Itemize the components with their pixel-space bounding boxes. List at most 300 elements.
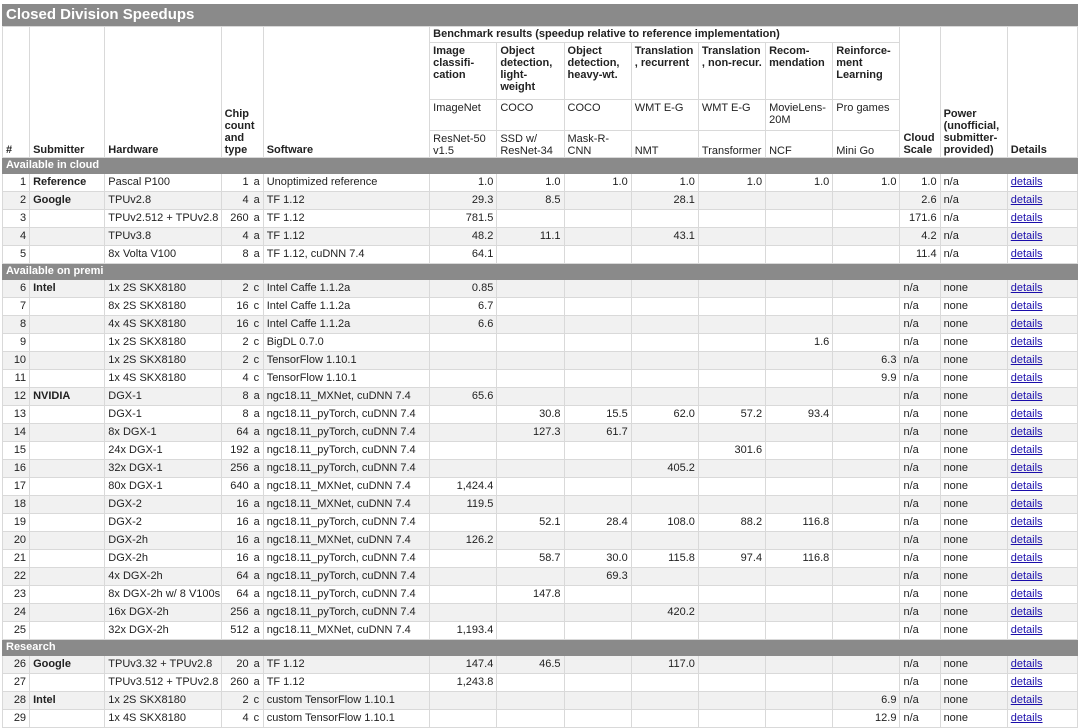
- chip-count-type: [221, 442, 263, 460]
- chip-count: 512: [230, 624, 249, 636]
- speedup-value: [564, 656, 631, 674]
- speedup-value: [430, 586, 497, 604]
- speedup-value: [631, 424, 698, 442]
- speedup-value: [497, 622, 564, 640]
- speedup-value: [497, 246, 564, 264]
- section-filler: [1007, 640, 1077, 656]
- power: none: [940, 674, 1007, 692]
- speedup-value: [631, 622, 698, 640]
- chip-type: a: [253, 534, 260, 546]
- hardware: Pascal P100: [105, 174, 221, 192]
- details-link[interactable]: details: [1010, 176, 1043, 188]
- speedup-value: [766, 442, 833, 460]
- hardware: TPUv2.8: [105, 192, 221, 210]
- section-filler: [631, 640, 698, 656]
- hardware: DGX-2: [105, 514, 221, 532]
- details-cell: [1007, 424, 1077, 442]
- row-number: 28: [3, 692, 30, 710]
- speedup-value: [430, 550, 497, 568]
- speedup-value: [833, 228, 900, 246]
- chip-type: a: [253, 176, 260, 188]
- section-filler: [497, 640, 564, 656]
- hdr-chip-count: Chip count and type: [221, 27, 263, 158]
- speedup-value: [698, 298, 765, 316]
- chip-count: 256: [230, 606, 249, 618]
- chip-type: c: [253, 712, 260, 724]
- submitter: [30, 514, 105, 532]
- chip-type: c: [253, 354, 260, 366]
- cloud-scale: 11.4: [900, 246, 940, 264]
- details-link[interactable]: details: [1010, 712, 1043, 724]
- hdr-dataset: Pro games: [833, 100, 900, 131]
- speedup-value: [430, 424, 497, 442]
- speedup-value: 64.1: [430, 246, 497, 264]
- row-number: 21: [3, 550, 30, 568]
- chip-count-type: [221, 370, 263, 388]
- details-cell: [1007, 192, 1077, 210]
- speedup-value: [564, 532, 631, 550]
- speedup-value: 12.9: [833, 710, 900, 728]
- speedup-value: 6.9: [833, 692, 900, 710]
- row-number: 11: [3, 370, 30, 388]
- software: ngc18.11_pyTorch, cuDNN 7.4: [263, 424, 429, 442]
- speedup-value: [833, 550, 900, 568]
- speedup-value: [564, 478, 631, 496]
- chip-count: 16: [236, 300, 249, 312]
- speedup-value: [564, 228, 631, 246]
- speedup-value: 1,193.4: [430, 622, 497, 640]
- submitter: Google: [30, 192, 105, 210]
- speedup-value: [564, 210, 631, 228]
- hdr-hardware: Hardware: [105, 27, 221, 158]
- submitter: [30, 622, 105, 640]
- details-cell: [1007, 210, 1077, 228]
- details-link[interactable]: details: [1010, 194, 1043, 206]
- speedup-value: [833, 442, 900, 460]
- speedup-value: 15.5: [564, 406, 631, 424]
- details-cell: [1007, 496, 1077, 514]
- cloud-scale: n/a: [900, 442, 940, 460]
- speedup-value: [631, 478, 698, 496]
- hdr-cloud-scale: Cloud Scale: [900, 27, 940, 158]
- chip-count-type: [221, 496, 263, 514]
- speedup-value: 58.7: [497, 550, 564, 568]
- chip-count-type: [221, 586, 263, 604]
- software: TF 1.12, cuDNN 7.4: [263, 246, 429, 264]
- details-link[interactable]: details: [1010, 354, 1043, 366]
- speedup-value: 126.2: [430, 532, 497, 550]
- row-number: 5: [3, 246, 30, 264]
- speedup-value: 420.2: [631, 604, 698, 622]
- details-link[interactable]: details: [1010, 444, 1043, 456]
- cloud-scale: n/a: [900, 674, 940, 692]
- speedup-value: 48.2: [430, 228, 497, 246]
- power: n/a: [940, 174, 1007, 192]
- chip-count: 4: [242, 712, 249, 724]
- speedup-value: [833, 674, 900, 692]
- speedup-value: 9.9: [833, 370, 900, 388]
- speedup-value: [564, 674, 631, 692]
- hdr-dataset: ImageNet: [430, 100, 497, 131]
- speedup-value: [564, 622, 631, 640]
- cloud-scale: n/a: [900, 656, 940, 674]
- details-link[interactable]: details: [1010, 516, 1043, 528]
- details-link[interactable]: details: [1010, 230, 1043, 242]
- details-link[interactable]: details: [1010, 694, 1043, 706]
- speedup-value: 147.4: [430, 656, 497, 674]
- speedup-value: [564, 280, 631, 298]
- hardware: 4x DGX-2h: [105, 568, 221, 586]
- cloud-scale: 1.0: [900, 174, 940, 192]
- speedup-value: [698, 710, 765, 728]
- chip-count-type: [221, 550, 263, 568]
- details-cell: [1007, 246, 1077, 264]
- software: ngc18.11_MXNet, cuDNN 7.4: [263, 622, 429, 640]
- chip-count: 2: [242, 336, 249, 348]
- table-row: [3, 280, 1078, 298]
- row-number: 8: [3, 316, 30, 334]
- details-link[interactable]: details: [1010, 318, 1043, 330]
- speedup-value: [833, 406, 900, 424]
- software: ngc18.11_MXNet, cuDNN 7.4: [263, 388, 429, 406]
- speedup-value: [698, 692, 765, 710]
- speedup-value: [430, 442, 497, 460]
- power: none: [940, 496, 1007, 514]
- details-link[interactable]: details: [1010, 606, 1043, 618]
- speedup-value: [833, 496, 900, 514]
- hdr-dataset: COCO: [497, 100, 564, 131]
- speedup-value: [497, 478, 564, 496]
- speedup-value: [766, 352, 833, 370]
- chip-count: 16: [236, 498, 249, 510]
- table-row: [3, 674, 1078, 692]
- details-link[interactable]: details: [1010, 534, 1043, 546]
- speedup-value: [631, 370, 698, 388]
- speedup-value: [766, 478, 833, 496]
- hardware: DGX-2: [105, 496, 221, 514]
- cloud-scale: 171.6: [900, 210, 940, 228]
- chip-type: c: [253, 282, 260, 294]
- cloud-scale: n/a: [900, 478, 940, 496]
- speedup-value: [631, 352, 698, 370]
- speedup-value: [833, 622, 900, 640]
- software: TF 1.12: [263, 656, 429, 674]
- speedup-value: 28.4: [564, 514, 631, 532]
- details-link[interactable]: details: [1010, 408, 1043, 420]
- software: Unoptimized reference: [263, 174, 429, 192]
- chip-type: a: [253, 462, 260, 474]
- row-number: 22: [3, 568, 30, 586]
- power: none: [940, 514, 1007, 532]
- details-link[interactable]: details: [1010, 300, 1043, 312]
- speedup-value: [631, 586, 698, 604]
- table-row: [3, 496, 1078, 514]
- details-cell: [1007, 298, 1077, 316]
- table-row: [3, 656, 1078, 674]
- chip-count-type: [221, 174, 263, 192]
- details-cell: [1007, 388, 1077, 406]
- details-cell: [1007, 280, 1077, 298]
- chip-count-type: [221, 622, 263, 640]
- software: TensorFlow 1.10.1: [263, 352, 429, 370]
- chip-count: 20: [236, 658, 249, 670]
- chip-count: 8: [242, 390, 249, 402]
- speedup-value: 1,424.4: [430, 478, 497, 496]
- hdr-model: NCF: [766, 131, 833, 158]
- chip-count-type: [221, 478, 263, 496]
- speedup-value: [631, 532, 698, 550]
- chip-type: a: [253, 676, 260, 688]
- chip-count-type: [221, 298, 263, 316]
- submitter: [30, 568, 105, 586]
- chip-type: a: [253, 624, 260, 636]
- speedup-value: [698, 192, 765, 210]
- speedup-value: [564, 192, 631, 210]
- speedup-value: [497, 604, 564, 622]
- chip-count: 16: [236, 552, 249, 564]
- speedup-value: [698, 496, 765, 514]
- speedup-value: [564, 246, 631, 264]
- details-cell: [1007, 370, 1077, 388]
- hdr-software: Software: [263, 27, 429, 158]
- power: none: [940, 406, 1007, 424]
- submitter: [30, 246, 105, 264]
- speedup-value: 108.0: [631, 514, 698, 532]
- row-number: 17: [3, 478, 30, 496]
- chip-type: a: [253, 516, 260, 528]
- speedup-value: [564, 442, 631, 460]
- speedup-value: 93.4: [766, 406, 833, 424]
- section-filler: [833, 264, 900, 280]
- chip-count-type: [221, 604, 263, 622]
- details-link[interactable]: details: [1010, 426, 1043, 438]
- section-filler: [430, 264, 497, 280]
- power: none: [940, 316, 1007, 334]
- speedup-value: 65.6: [430, 388, 497, 406]
- speedup-value: 1.0: [698, 174, 765, 192]
- chip-count: 640: [230, 480, 249, 492]
- cloud-scale: n/a: [900, 514, 940, 532]
- section-label: Research: [3, 640, 430, 656]
- section-filler: [631, 158, 698, 174]
- speedup-value: [497, 298, 564, 316]
- speedup-value: 29.3: [430, 192, 497, 210]
- hardware: 1x 4S SKX8180: [105, 370, 221, 388]
- speedup-value: [766, 604, 833, 622]
- section-header-row: [3, 264, 1078, 280]
- hardware: TPUv3.32 + TPUv2.8: [105, 656, 221, 674]
- software: ngc18.11_pyTorch, cuDNN 7.4: [263, 406, 429, 424]
- speedup-value: [564, 388, 631, 406]
- software: ngc18.11_pyTorch, cuDNN 7.4: [263, 442, 429, 460]
- details-link[interactable]: details: [1010, 390, 1043, 402]
- power: none: [940, 298, 1007, 316]
- hardware: 24x DGX-1: [105, 442, 221, 460]
- details-link[interactable]: details: [1010, 570, 1043, 582]
- chip-count-type: [221, 334, 263, 352]
- cloud-scale: n/a: [900, 460, 940, 478]
- power: none: [940, 280, 1007, 298]
- details-link[interactable]: details: [1010, 498, 1043, 510]
- speedup-value: [497, 496, 564, 514]
- details-link[interactable]: details: [1010, 336, 1043, 348]
- submitter: [30, 442, 105, 460]
- speedup-value: 1.0: [564, 174, 631, 192]
- section-filler: [698, 640, 765, 656]
- speedup-value: [564, 334, 631, 352]
- hardware: 8x DGX-2h w/ 8 V100s: [105, 586, 221, 604]
- cloud-scale: n/a: [900, 406, 940, 424]
- speedup-value: 781.5: [430, 210, 497, 228]
- details-cell: [1007, 352, 1077, 370]
- speedup-value: 69.3: [564, 568, 631, 586]
- speedup-value: [766, 370, 833, 388]
- speedup-value: [766, 622, 833, 640]
- details-cell: [1007, 550, 1077, 568]
- hdr-dataset: WMT E-G: [698, 100, 765, 131]
- chip-count-type: [221, 460, 263, 478]
- table-row: [3, 568, 1078, 586]
- details-link[interactable]: details: [1010, 372, 1043, 384]
- speedup-value: [564, 604, 631, 622]
- row-number: 24: [3, 604, 30, 622]
- speedup-value: 61.7: [564, 424, 631, 442]
- chip-type: a: [253, 408, 260, 420]
- speedup-value: [833, 532, 900, 550]
- chip-type: a: [253, 588, 260, 600]
- section-filler: [833, 158, 900, 174]
- table-row: [3, 298, 1078, 316]
- chip-count: 4: [242, 230, 249, 242]
- row-number: 25: [3, 622, 30, 640]
- submitter: [30, 298, 105, 316]
- speedup-value: 97.4: [698, 550, 765, 568]
- table-row: [3, 442, 1078, 460]
- speedup-value: 52.1: [497, 514, 564, 532]
- chip-type: a: [253, 444, 260, 456]
- section-filler: [698, 264, 765, 280]
- submitter: [30, 352, 105, 370]
- chip-count-type: [221, 532, 263, 550]
- table-row: [3, 334, 1078, 352]
- details-cell: [1007, 568, 1077, 586]
- submitter: [30, 228, 105, 246]
- speedup-value: [698, 532, 765, 550]
- cloud-scale: n/a: [900, 298, 940, 316]
- speedup-value: [631, 388, 698, 406]
- software: ngc18.11_MXNet, cuDNN 7.4: [263, 478, 429, 496]
- speedup-value: [766, 586, 833, 604]
- details-link[interactable]: details: [1010, 658, 1043, 670]
- details-cell: [1007, 514, 1077, 532]
- details-link[interactable]: details: [1010, 588, 1043, 600]
- details-link[interactable]: details: [1010, 462, 1043, 474]
- section-filler: [564, 264, 631, 280]
- power: none: [940, 388, 1007, 406]
- table-row: [3, 586, 1078, 604]
- speedup-value: [766, 532, 833, 550]
- software: custom TensorFlow 1.10.1: [263, 692, 429, 710]
- speedup-value: [833, 424, 900, 442]
- speedup-value: [631, 246, 698, 264]
- hdr-model: NMT: [631, 131, 698, 158]
- speedup-value: 43.1: [631, 228, 698, 246]
- cloud-scale: n/a: [900, 692, 940, 710]
- chip-count: 2: [242, 282, 249, 294]
- speedup-value: [497, 352, 564, 370]
- speedup-value: [766, 246, 833, 264]
- speedup-value: [766, 710, 833, 728]
- submitter: Intel: [30, 280, 105, 298]
- speedup-value: [497, 460, 564, 478]
- speedup-value: [430, 334, 497, 352]
- details-link[interactable]: details: [1010, 212, 1043, 224]
- speedup-value: [430, 406, 497, 424]
- cloud-scale: 4.2: [900, 228, 940, 246]
- table-row: [3, 532, 1078, 550]
- section-filler: [900, 640, 940, 656]
- section-filler: [940, 640, 1007, 656]
- chip-type: a: [253, 606, 260, 618]
- details-link[interactable]: details: [1010, 248, 1043, 260]
- chip-count: 64: [236, 588, 249, 600]
- speedup-value: [631, 298, 698, 316]
- row-number: 23: [3, 586, 30, 604]
- section-filler: [1007, 264, 1077, 280]
- speedup-value: 405.2: [631, 460, 698, 478]
- cloud-scale: n/a: [900, 496, 940, 514]
- hdr-task: Reinforce-ment Learning: [833, 43, 900, 100]
- speedup-value: [564, 298, 631, 316]
- hardware: DGX-2h: [105, 550, 221, 568]
- speedup-value: 1.0: [430, 174, 497, 192]
- speedup-value: [698, 568, 765, 586]
- speedup-value: 147.8: [497, 586, 564, 604]
- table-row: [3, 622, 1078, 640]
- details-link[interactable]: details: [1010, 480, 1043, 492]
- table-row: [3, 370, 1078, 388]
- speedup-value: [698, 656, 765, 674]
- row-number: 29: [3, 710, 30, 728]
- hardware: TPUv2.512 + TPUv2.8: [105, 210, 221, 228]
- details-link[interactable]: details: [1010, 282, 1043, 294]
- speedup-value: [698, 334, 765, 352]
- chip-count: 4: [242, 372, 249, 384]
- hdr-task: Recom-mendation: [766, 43, 833, 100]
- chip-count: 192: [230, 444, 249, 456]
- speedup-value: 8.5: [497, 192, 564, 210]
- row-number: 20: [3, 532, 30, 550]
- details-link[interactable]: details: [1010, 552, 1043, 564]
- cloud-scale: n/a: [900, 352, 940, 370]
- section-filler: [631, 264, 698, 280]
- speedup-value: [631, 674, 698, 692]
- speedup-value: 30.8: [497, 406, 564, 424]
- details-cell: [1007, 174, 1077, 192]
- speedup-value: 1.6: [766, 334, 833, 352]
- speedup-value: [833, 514, 900, 532]
- speedup-value: [833, 568, 900, 586]
- speedup-value: [564, 586, 631, 604]
- speedup-value: [631, 710, 698, 728]
- details-link[interactable]: details: [1010, 624, 1043, 636]
- chip-count: 16: [236, 516, 249, 528]
- speedup-value: [564, 316, 631, 334]
- details-link[interactable]: details: [1010, 676, 1043, 688]
- speedup-value: 1.0: [766, 174, 833, 192]
- section-filler: [564, 640, 631, 656]
- speedup-value: 1.0: [833, 174, 900, 192]
